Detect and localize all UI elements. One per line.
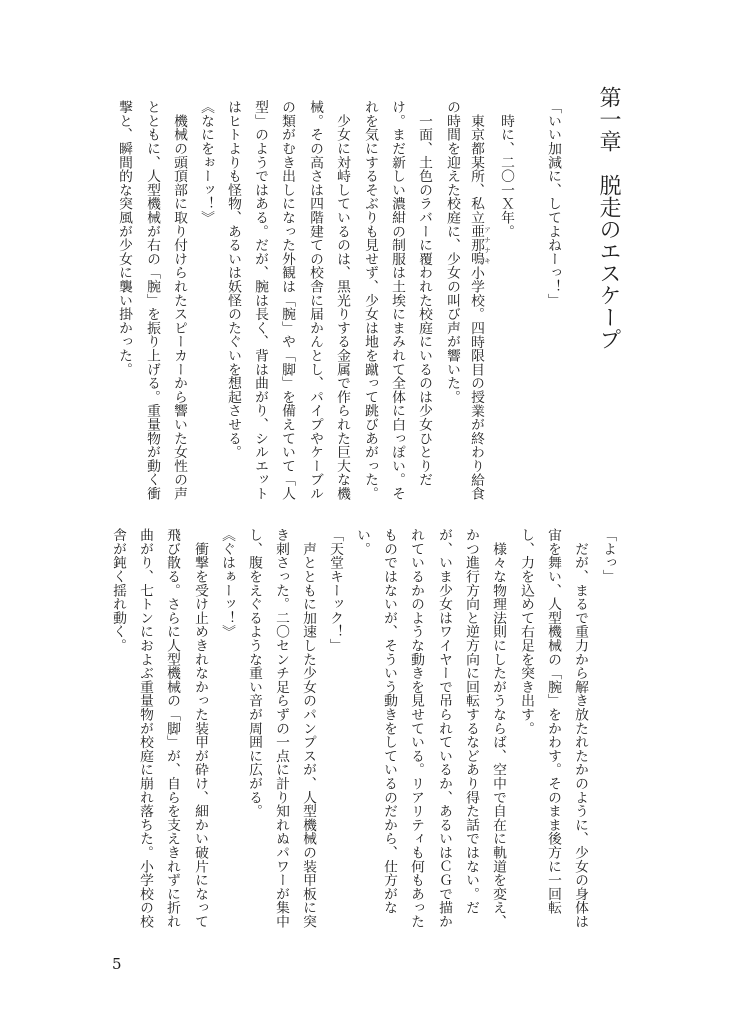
- text-line: はヒトよりも怪物、あるいは妖怪のたぐいを想起させる。: [225, 100, 241, 459]
- text-line: 声とともに加速した少女のパンプスが、人型機械の装甲板に突: [300, 528, 316, 929]
- dialogue-line: 「天堂キーック！」: [327, 528, 343, 653]
- page-number: 5: [112, 955, 122, 973]
- text-line: 械。その高さは四階建ての校舎に届かんとし、パイプやケーブル: [307, 100, 323, 501]
- text-line: の類がむき出しになった外観は「腕」や「脚」を備えていて「人: [279, 100, 295, 501]
- text-line: 飛び散る。さらに人型機械の「脚」が、自らを支えきれずに折れ: [164, 528, 180, 929]
- dialogue-line: 《なにをぉーッ！》: [198, 100, 214, 225]
- text-line: 型」のようではある。だが、腕は長く、背は曲がり、シルエット: [252, 100, 268, 501]
- text-line: 少女に対峙しているのは、黒光りする金属で作られた巨大な機: [334, 100, 350, 501]
- upper-text-block: [0, 86, 730, 516]
- text-line: れているかのような動きを見せている。リアリティも何もあった: [408, 528, 424, 929]
- text-line: き刺さった。二〇センチ足らずの一点に計り知れぬパワーが集中: [273, 528, 289, 929]
- text-line: け。まだ新しい濃紺の制服は土埃にまみれて全体に白っぽい。そ: [389, 100, 405, 501]
- lower-text-block: [0, 528, 730, 948]
- text-line: い。: [354, 528, 370, 556]
- text-line: 様々な物理法則にしたがうならば、空中で自在に軌道を変え、: [490, 528, 506, 929]
- text-line: 撃と、瞬間的な突風が少女に襲い掛かった。: [116, 100, 132, 376]
- chapter-title: 第一章 脱走のエスケープ: [596, 86, 621, 350]
- text-line: の時間を迎えた校庭に、少女の叫び声が響いた。: [444, 100, 460, 404]
- dialogue-line: 《ぐはぁーッ！》: [219, 528, 235, 639]
- text-line: れを気にするそぶりも見せず、少女は地を蹴って跳びあがった。: [362, 100, 378, 501]
- text-line: ものではないが、そういう動きをしているのだから、仕方がな: [381, 528, 397, 915]
- text-line: が、いま少女はワイヤーで吊られているか、あるいはＣＧで描か: [436, 528, 452, 929]
- text-line: 衝撃を受け止めきれなかった装甲が砕け、細かい破片になって: [192, 528, 208, 929]
- dialogue-line: 「よっ」: [600, 528, 616, 584]
- text-line-with-ruby: [465, 100, 491, 512]
- text-line: 一面、土色のラバーに覆われた校庭にいるのは少女ひとりだ: [416, 100, 432, 487]
- text-line: 舎が鈍く揺れ動く。: [110, 528, 126, 653]
- text-line: し、力を込めて右足を突き出す。: [518, 528, 534, 735]
- text-segment: 東京都某所、私立: [468, 100, 484, 225]
- text-line: かつ進行方向と逆方向に回転するなどあり得た話ではない。だ: [463, 528, 479, 915]
- ruby-base: 亜那鳴: [468, 224, 484, 266]
- text-line: だが、まるで重力から解き放たれたかのように、少女の身体は: [572, 528, 588, 929]
- text-line: し、腹をえぐるような重い音が周囲に広がる。: [246, 528, 262, 818]
- text-segment: 小学校。四時限目の授業が終わり給食: [468, 265, 484, 501]
- ruby-reading: アナナキ: [483, 224, 491, 266]
- text-line: 機械の頭頂部に取り付けられたスピーカーから響いた女性の声: [171, 100, 187, 501]
- dialogue-line: 「いい加減に、してよねーっ！」: [545, 100, 561, 307]
- ruby-annotation: [468, 224, 491, 266]
- text-line: 曲がり、七トンにおよぶ重量物が校庭に崩れ落ちた。小学校の校: [137, 528, 153, 929]
- text-line: 宙を舞い、人型機械の「腕」をかわす。そのまま後方に一回転: [545, 528, 561, 915]
- text-line: とともに、人型機械が右の「腕」を振り上げる。重量物が動く衝: [144, 100, 160, 501]
- text-line: 時に、二〇一Ｘ年。: [498, 100, 514, 238]
